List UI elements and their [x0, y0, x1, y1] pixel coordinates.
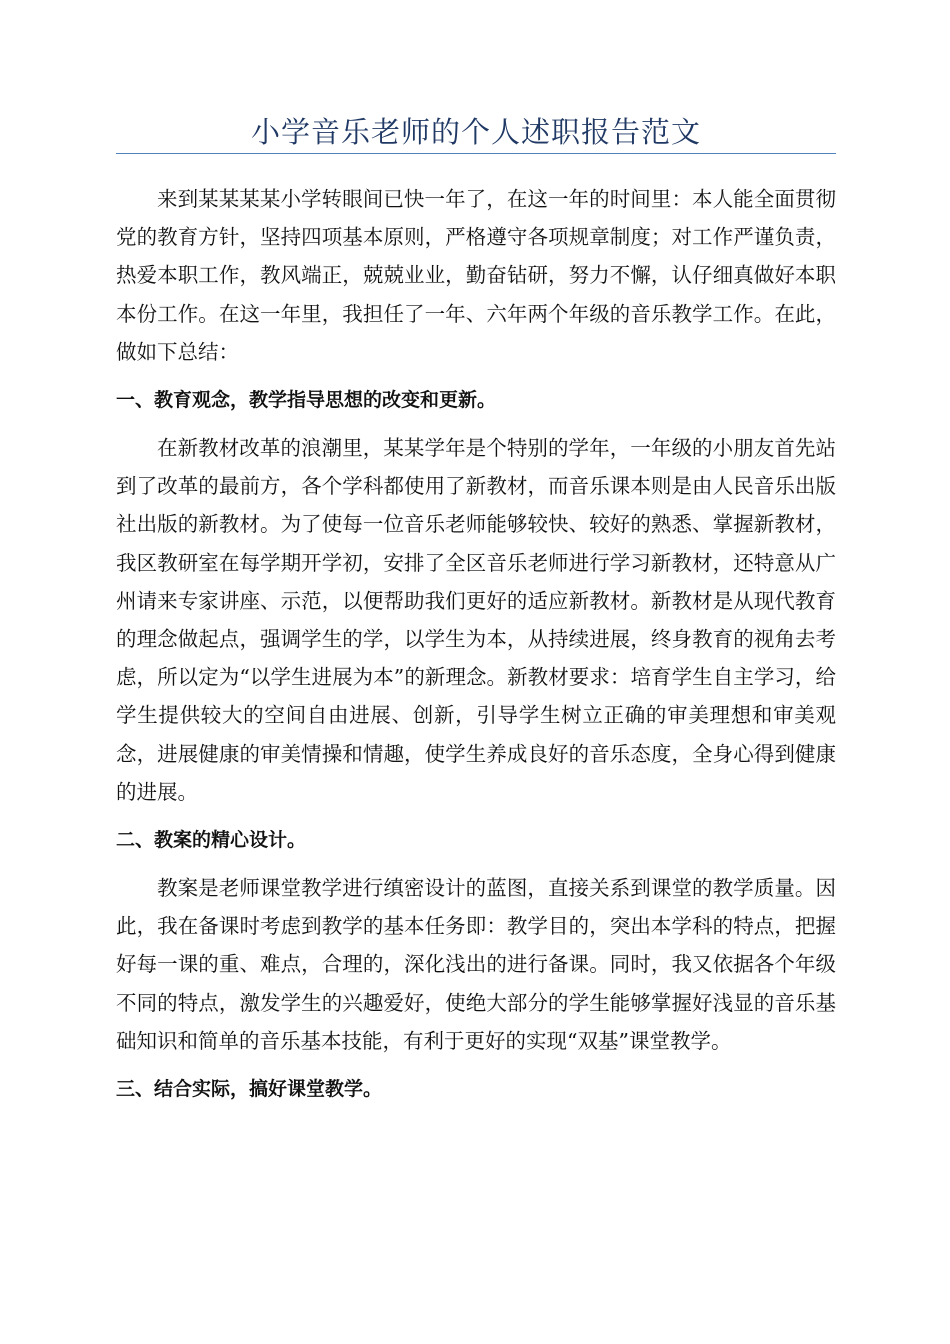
section-heading: 三、结合实际，搞好课堂教学。 [116, 1078, 383, 1101]
intro-section [116, 180, 836, 371]
section-heading: 二、教案的精心设计。 [116, 829, 307, 852]
intro-paragraph: 来到某某某某小学转眼间已快一年了，在这一年的时间里：本人能全面贯彻党的教育方针，坚持四项基本原则，严格遵守各项规章制度；对工作严谨负责，热爱本职工作，教风端正，兢兢业业，勤奋钻研，努力不懈，认仔细真做好本职本份工作。在这一年里，我担任了一年、六年两个年级的音乐教学工作。在此，做如下总结： [116, 187, 836, 364]
section-1 [116, 381, 836, 811]
section-paragraph: 在新教材改革的浪潮里，某某学年是个特别的学年，一年级的小朋友首先站到了改革的最前方，各个学科都使用了新教材，而音乐课本则是由人民音乐出版社出版的新教材。为了使每一位音乐老师能够较快、较好的熟悉、掌握新教材，我区教研室在每学期开学初，安排了全区音乐老师进行学习新教材，还特意从广州请来专家讲座、示范，以便帮助我们更好的适应新教材。新教材是从现代教育的理念做起点，强调学生的学，以学生为本，从持续进展，终身教育的视角去考虑，所以定为“以学生进展为本”的新理念。新教材要求：培育学生自主学习，给学生提供较大的空间自由进展、创新，引导学生树立正确的审美理想和审美观念，进展健康的审美情操和情趣，使学生养成良好的音乐态度，全身心得到健康的进展。 [116, 436, 836, 804]
document-page [116, 112, 836, 1108]
section-2 [116, 821, 836, 1060]
section-3 [116, 1070, 836, 1108]
section-paragraph: 教案是老师课堂教学进行缜密设计的蓝图，直接关系到课堂的教学质量。因此，我在备课时考虑到教学的基本任务即：教学目的，突出本学科的特点，把握好每一课的重、难点，合理的，深化浅出的进行备课。同时，我又依据各个年级不同的特点，激发学生的兴趣爱好，使绝大部分的学生能够掌握好浅显的音乐基础知识和简单的音乐基本技能，有利于更好的实现“双基”课堂教学。 [116, 876, 836, 1053]
document-title: 小学音乐老师的个人述职报告范文 [116, 112, 836, 154]
section-heading: 一、教育观念，教学指导思想的改变和更新。 [116, 389, 497, 412]
